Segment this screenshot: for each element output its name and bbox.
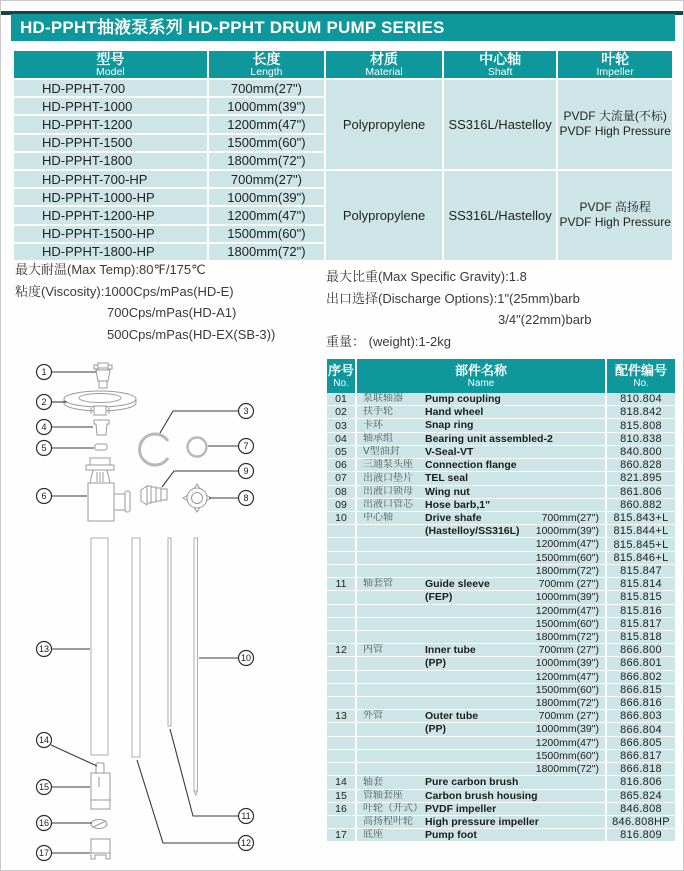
parts-list-row bbox=[327, 419, 675, 432]
part-no-cell: 10 bbox=[327, 512, 357, 525]
wing-nut-drawing bbox=[183, 484, 211, 512]
part-no-cell bbox=[327, 525, 357, 538]
part-no-cell bbox=[327, 671, 357, 684]
guide-sleeve-drawing bbox=[168, 538, 171, 726]
length-cell: 1800mm(72") bbox=[209, 153, 325, 169]
part-no-cell: 17 bbox=[327, 829, 357, 842]
part-no-cell bbox=[327, 763, 357, 776]
model-cell: HD-PPHT-1800-HP bbox=[14, 244, 207, 260]
part-no-cell bbox=[327, 552, 357, 565]
part-no-cell bbox=[327, 684, 357, 697]
callout-15 bbox=[37, 780, 91, 795]
parts-list-row bbox=[327, 723, 675, 736]
exploded-parts-diagram bbox=[11, 356, 321, 871]
material-cell: Polypropylene bbox=[326, 80, 442, 169]
part-code-cell: 866.801 bbox=[605, 657, 675, 670]
callout-2 bbox=[37, 395, 68, 410]
callout-5 bbox=[37, 441, 95, 456]
parts-list-row bbox=[327, 618, 675, 631]
part-no-cell: 08 bbox=[327, 486, 357, 499]
part-name-cell: 泵联轴器 Pump coupling bbox=[357, 393, 605, 406]
part-name-cell: 1500mm(60") bbox=[357, 750, 605, 763]
parts-list-row bbox=[327, 776, 675, 789]
part-name-cell: 1800mm(72") bbox=[357, 763, 605, 776]
part-code-cell: 815.816 bbox=[605, 605, 675, 618]
parts-list-row bbox=[327, 578, 675, 591]
part-no-cell: 06 bbox=[327, 459, 357, 472]
parts-list-row bbox=[327, 631, 675, 644]
parts-list-row bbox=[327, 459, 675, 472]
shaft-cell: SS316L/Hastelloy bbox=[444, 80, 557, 169]
part-code-cell: 816.809 bbox=[605, 829, 675, 842]
part-no-cell: 11 bbox=[327, 578, 357, 591]
svg-text:10: 10 bbox=[240, 653, 252, 663]
parts-list-row bbox=[327, 829, 675, 842]
svg-text:1: 1 bbox=[41, 367, 47, 377]
outer-tube-drawing bbox=[91, 538, 108, 755]
impeller-cell: PVDF 大流量(不标) PVDF High Pressure bbox=[558, 80, 672, 169]
model-cell: HD-PPHT-700 bbox=[14, 80, 207, 96]
parts-list-row bbox=[327, 737, 675, 750]
viscosity-note-2: 700Cps/mPas(HD-A1) bbox=[107, 305, 237, 320]
part-code-cell: 866.816 bbox=[605, 697, 675, 710]
part-no-cell bbox=[327, 816, 357, 829]
parts-list-row bbox=[327, 803, 675, 816]
part-code-cell: 815.808 bbox=[605, 419, 675, 432]
spec-notes-right bbox=[326, 266, 671, 352]
svg-text:13: 13 bbox=[38, 644, 50, 654]
parts-list-row bbox=[327, 605, 675, 618]
svg-text:6: 6 bbox=[41, 491, 47, 501]
part-code-cell: 866.800 bbox=[605, 644, 675, 657]
parts-list-row bbox=[327, 406, 675, 419]
part-name-cell: 内管 Inner tube 700mm (27") bbox=[357, 644, 605, 657]
model-cell: HD-PPHT-1000-HP bbox=[14, 189, 207, 205]
part-code-cell: 815.846+L bbox=[605, 552, 675, 565]
svg-text:3: 3 bbox=[243, 406, 249, 416]
part-name-cell: (FEP) 1000mm(39") bbox=[357, 591, 605, 604]
svg-text:4: 4 bbox=[41, 422, 47, 432]
page-title: HD-PPHT抽液泵系列 HD-PPHT DRUM PUMP SERIES bbox=[11, 14, 675, 41]
callout-1 bbox=[37, 365, 97, 380]
part-name-cell: 轴套管 Guide sleeve 700mm (27") bbox=[357, 578, 605, 591]
length-cell: 700mm(27") bbox=[209, 80, 325, 96]
model-cell: HD-PPHT-1200-HP bbox=[14, 207, 207, 223]
part-code-cell: 840.800 bbox=[605, 446, 675, 459]
part-code-cell: 815.814 bbox=[605, 578, 675, 591]
col-header-model: 型号 Model bbox=[14, 51, 207, 78]
part-name-cell: 出液口锁母 Wing nut bbox=[357, 486, 605, 499]
callout-16 bbox=[37, 816, 93, 831]
part-code-cell: 861.806 bbox=[605, 486, 675, 499]
weight-note: 重量： (weight):1-2kg bbox=[326, 333, 451, 349]
svg-text:7: 7 bbox=[243, 441, 249, 451]
parts-list-row bbox=[327, 671, 675, 684]
part-name-cell: 1500mm(60") bbox=[357, 552, 605, 565]
part-code-cell: 846.808HP bbox=[605, 816, 675, 829]
part-no-cell bbox=[327, 657, 357, 670]
parts-list-row bbox=[327, 697, 675, 710]
callout-6 bbox=[37, 489, 88, 504]
part-name-cell: 出液口管芯 Hose barb,1" bbox=[357, 499, 605, 512]
part-no-cell: 09 bbox=[327, 499, 357, 512]
parts-list-header-row bbox=[327, 359, 675, 393]
part-code-cell: 866.803 bbox=[605, 710, 675, 723]
part-name-cell: 管轴套座 Carbon brush housing bbox=[357, 790, 605, 803]
svg-text:16: 16 bbox=[38, 818, 50, 828]
part-code-cell: 866.804 bbox=[605, 723, 675, 736]
parts-list-row bbox=[327, 538, 675, 551]
parts-list-row bbox=[327, 525, 675, 538]
part-name-cell: (PP) 1000mm(39") bbox=[357, 657, 605, 670]
part-code-cell: 866.817 bbox=[605, 750, 675, 763]
part-code-cell: 810.838 bbox=[605, 433, 675, 446]
length-cell: 1800mm(72") bbox=[209, 244, 325, 260]
callout-9 bbox=[162, 464, 254, 488]
callout-17 bbox=[37, 846, 91, 861]
part-no-cell bbox=[327, 737, 357, 750]
part-no-cell: 07 bbox=[327, 472, 357, 485]
part-name-cell: (PP) 1000mm(39") bbox=[357, 723, 605, 736]
pump-series-row bbox=[14, 80, 672, 96]
parts-list-row bbox=[327, 446, 675, 459]
callout-11 bbox=[170, 729, 254, 824]
part-name-cell: 叶轮（开式） PVDF impeller bbox=[357, 803, 605, 816]
part-name-cell: 卡环 Snap ring bbox=[357, 419, 605, 432]
part-code-cell: 846.808 bbox=[605, 803, 675, 816]
impeller-cell: PVDF 高扬程 PVDF High Pressure bbox=[558, 171, 672, 260]
parts-list-row bbox=[327, 763, 675, 776]
part-name-cell: 高扬程叶轮 High pressure impeller bbox=[357, 816, 605, 829]
pump-series-row bbox=[14, 171, 672, 187]
part-no-cell: 02 bbox=[327, 406, 357, 419]
connection-flange-drawing bbox=[86, 458, 130, 521]
pump-coupling-drawing bbox=[94, 363, 112, 388]
viscosity-note: 粘度(Viscosity):1000Cps/mPas(HD-E) bbox=[15, 283, 234, 299]
part-no-cell: 13 bbox=[327, 710, 357, 723]
bearing-unit-drawing bbox=[94, 420, 109, 435]
model-cell: HD-PPHT-700-HP bbox=[14, 171, 207, 187]
model-cell: HD-PPHT-1000 bbox=[14, 98, 207, 114]
callout-8 bbox=[209, 491, 254, 506]
parts-list-row bbox=[327, 816, 675, 829]
tel-seal-drawing bbox=[188, 438, 207, 457]
part-code-cell: 860.828 bbox=[605, 459, 675, 472]
length-cell: 1000mm(39") bbox=[209, 98, 325, 114]
part-code-cell: 821.895 bbox=[605, 472, 675, 485]
pump-series-header-row bbox=[14, 51, 672, 78]
hand-wheel-drawing bbox=[64, 391, 136, 415]
part-name-cell: 底座 Pump foot bbox=[357, 829, 605, 842]
col-header-length: 长度 Length bbox=[209, 51, 325, 78]
discharge-options-note: 出口选择(Discharge Options):1"(25mm)barb bbox=[326, 290, 580, 306]
length-cell: 1200mm(47") bbox=[209, 207, 325, 223]
shaft-cell: SS316L/Hastelloy bbox=[444, 171, 557, 260]
parts-list-row bbox=[327, 750, 675, 763]
part-name-cell: 1800mm(72") bbox=[357, 565, 605, 578]
svg-text:17: 17 bbox=[38, 848, 50, 858]
part-name-cell: 中心轴 Drive shafe 700mm(27") bbox=[357, 512, 605, 525]
svg-text:14: 14 bbox=[38, 735, 50, 745]
part-code-cell: 866.818 bbox=[605, 763, 675, 776]
drive-shaft-drawing bbox=[194, 538, 198, 795]
callout-14 bbox=[37, 733, 98, 767]
callout-10 bbox=[199, 651, 254, 666]
part-name-cell: 1200mm(47") bbox=[357, 737, 605, 750]
part-name-cell: (Hastelloy/SS316L) 1000mm(39") bbox=[357, 525, 605, 538]
part-no-cell bbox=[327, 723, 357, 736]
parts-list-row bbox=[327, 657, 675, 670]
viscosity-note-3: 500Cps/mPas(HD-EX(SB-3)) bbox=[107, 326, 276, 342]
parts-list-row bbox=[327, 499, 675, 512]
part-code-cell: 866.802 bbox=[605, 671, 675, 684]
model-cell: HD-PPHT-1800 bbox=[14, 153, 207, 169]
impeller-drawing bbox=[91, 820, 107, 829]
part-code-cell: 815.843+L bbox=[605, 512, 675, 525]
svg-text:15: 15 bbox=[38, 782, 50, 792]
part-name-cell: V型油封 V-Seal-VT bbox=[357, 446, 605, 459]
col-header-material: 材质 Material bbox=[326, 51, 442, 78]
parts-list-row bbox=[327, 565, 675, 578]
svg-text:8: 8 bbox=[243, 493, 249, 503]
part-name-cell: 1200mm(47") bbox=[357, 605, 605, 618]
part-code-cell: 815.815 bbox=[605, 591, 675, 604]
parts-list-table bbox=[327, 359, 675, 842]
pump-series-table bbox=[12, 49, 674, 262]
part-name-cell: 1500mm(60") bbox=[357, 618, 605, 631]
inner-tube-drawing bbox=[132, 538, 140, 757]
part-no-cell: 04 bbox=[327, 433, 357, 446]
part-code-cell: 818.842 bbox=[605, 406, 675, 419]
part-no-cell bbox=[327, 538, 357, 551]
part-no-cell: 15 bbox=[327, 790, 357, 803]
callout-4 bbox=[37, 420, 94, 435]
model-cell: HD-PPHT-1500-HP bbox=[14, 226, 207, 242]
col-header-shaft: 中心轴 Shaft bbox=[444, 51, 557, 78]
part-no-cell bbox=[327, 605, 357, 618]
length-cell: 700mm(27") bbox=[209, 171, 325, 187]
part-no-cell: 03 bbox=[327, 419, 357, 432]
parts-list-row bbox=[327, 472, 675, 485]
part-code-cell: 865.824 bbox=[605, 790, 675, 803]
col-header-impeller: 叶轮 Impeller bbox=[558, 51, 672, 78]
part-name-cell: 1200mm(47") bbox=[357, 671, 605, 684]
parts-list-row bbox=[327, 644, 675, 657]
parts-list-row bbox=[327, 552, 675, 565]
part-name-cell: 轴套 Pure carbon brush bbox=[357, 776, 605, 789]
length-cell: 1500mm(60") bbox=[209, 226, 325, 242]
part-no-cell: 16 bbox=[327, 803, 357, 816]
part-code-cell: 815.845+L bbox=[605, 538, 675, 551]
part-code-cell: 866.805 bbox=[605, 737, 675, 750]
pump-foot-drawing bbox=[91, 839, 110, 859]
parts-list-row bbox=[327, 684, 675, 697]
parts-list-row bbox=[327, 486, 675, 499]
part-name-cell: 扶手轮 Hand wheel bbox=[357, 406, 605, 419]
svg-text:11: 11 bbox=[241, 811, 251, 821]
part-name-cell: 1200mm(47") bbox=[357, 538, 605, 551]
part-name-cell: 外管 Outer tube 700mm (27") bbox=[357, 710, 605, 723]
part-no-cell: 12 bbox=[327, 644, 357, 657]
parts-col-header-code: 配件编号 No. bbox=[605, 359, 675, 393]
part-code-cell: 860.882 bbox=[605, 499, 675, 512]
length-cell: 1000mm(39") bbox=[209, 189, 325, 205]
specific-gravity-note: 最大比重(Max Specific Gravity):1.8 bbox=[326, 269, 527, 284]
parts-col-header-no: 序号 No. bbox=[327, 359, 357, 393]
model-cell: HD-PPHT-1200 bbox=[14, 116, 207, 132]
snap-ring-drawing bbox=[140, 434, 168, 465]
length-cell: 1500mm(60") bbox=[209, 135, 325, 151]
parts-list-row bbox=[327, 790, 675, 803]
part-code-cell: 815.844+L bbox=[605, 525, 675, 538]
part-name-cell: 1800mm(72") bbox=[357, 697, 605, 710]
parts-col-header-name: 部件名称 Name bbox=[357, 359, 605, 393]
part-no-cell bbox=[327, 631, 357, 644]
part-code-cell: 815.847 bbox=[605, 565, 675, 578]
part-code-cell: 810.804 bbox=[605, 393, 675, 406]
hose-barb-drawing bbox=[141, 486, 167, 505]
v-seal-drawing bbox=[95, 444, 107, 450]
part-code-cell: 815.818 bbox=[605, 631, 675, 644]
part-name-cell: 出液口垫片 TEL seal bbox=[357, 472, 605, 485]
part-no-cell bbox=[327, 750, 357, 763]
part-no-cell bbox=[327, 565, 357, 578]
max-temp-note: 最大耐温(Max Temp):80℉/175℃ bbox=[15, 262, 206, 277]
parts-list-row bbox=[327, 393, 675, 406]
part-no-cell bbox=[327, 697, 357, 710]
part-no-cell bbox=[327, 591, 357, 604]
part-no-cell: 14 bbox=[327, 776, 357, 789]
callout-13 bbox=[37, 642, 91, 657]
svg-text:9: 9 bbox=[243, 466, 249, 476]
part-name-cell: 1500mm(60") bbox=[357, 684, 605, 697]
part-code-cell: 866.815 bbox=[605, 684, 675, 697]
svg-text:2: 2 bbox=[41, 397, 47, 407]
length-cell: 1200mm(47") bbox=[209, 116, 325, 132]
model-cell: HD-PPHT-1500 bbox=[14, 135, 207, 151]
part-name-cell: 轴承组 Bearing unit assembled-2 bbox=[357, 433, 605, 446]
discharge-options-note-2: 3/4"(22mm)barb bbox=[498, 312, 592, 327]
part-no-cell bbox=[327, 618, 357, 631]
part-name-cell: 三通泵头座 Connection flange bbox=[357, 459, 605, 472]
svg-text:12: 12 bbox=[240, 838, 252, 848]
callout-7 bbox=[208, 439, 254, 454]
spec-notes-left bbox=[15, 259, 315, 345]
part-no-cell: 01 bbox=[327, 393, 357, 406]
callout-3 bbox=[160, 404, 254, 434]
part-code-cell: 815.817 bbox=[605, 618, 675, 631]
carbon-brush-housing-drawing bbox=[91, 763, 110, 809]
part-no-cell: 05 bbox=[327, 446, 357, 459]
svg-text:5: 5 bbox=[41, 443, 47, 453]
parts-list-row bbox=[327, 591, 675, 604]
part-code-cell: 816.806 bbox=[605, 776, 675, 789]
part-name-cell: 1800mm(72") bbox=[357, 631, 605, 644]
parts-list-row bbox=[327, 433, 675, 446]
material-cell: Polypropylene bbox=[326, 171, 442, 260]
parts-list-row bbox=[327, 710, 675, 723]
parts-list-row bbox=[327, 512, 675, 525]
